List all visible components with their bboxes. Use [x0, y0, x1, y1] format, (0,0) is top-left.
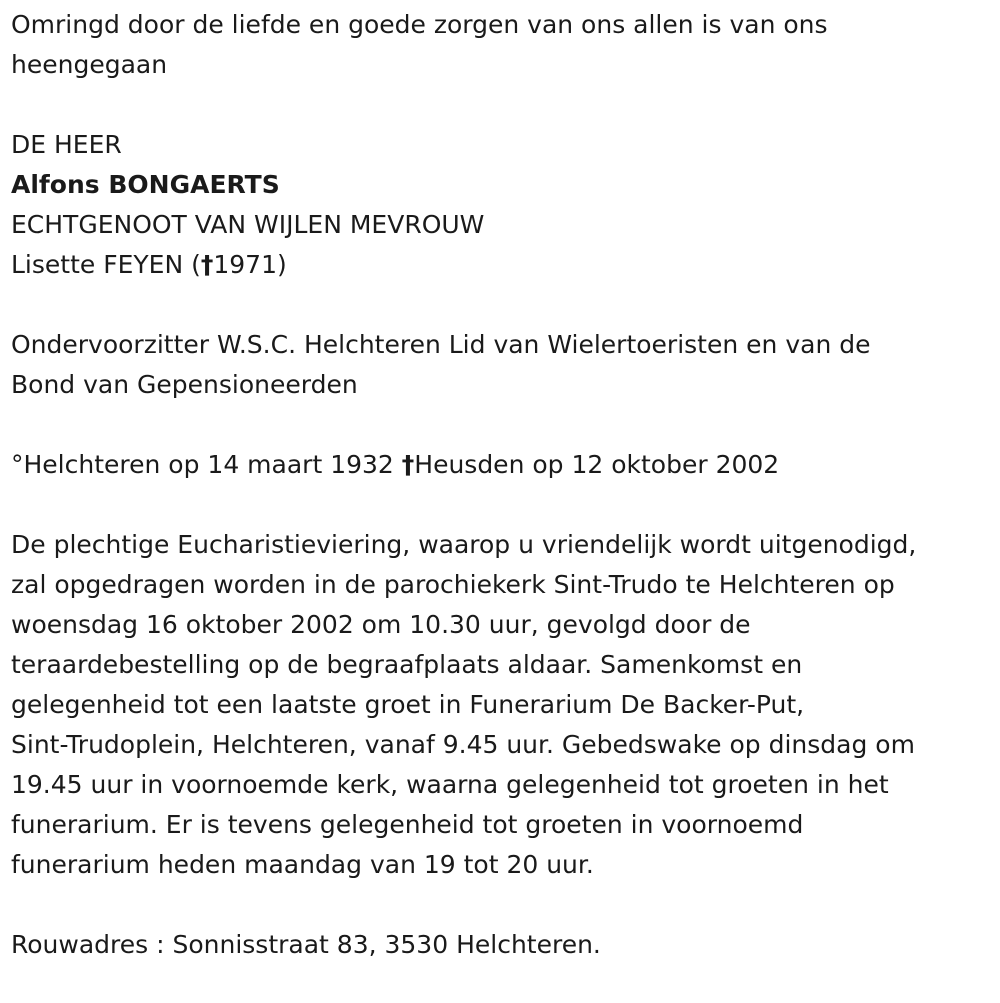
- death-info: Heusden op 12 oktober 2002: [414, 450, 780, 479]
- spacer: [11, 485, 986, 525]
- ceremony-line: 19.45 uur in voornoemde kerk, waarna gelegenheid tot groeten in het: [11, 770, 889, 799]
- birth-info: °Helchteren op 14 maart 1932: [11, 450, 402, 479]
- deceased-relation: ECHTGENOOT VAN WIJLEN MEVROUW: [11, 210, 485, 239]
- ceremony-line: De plechtige Eucharistieviering, waarop u vriendelijk wordt uitgenodigd,: [11, 530, 917, 559]
- cross-icon: †: [401, 450, 415, 479]
- mourning-address: Rouwadres : Sonnisstraat 83, 3530 Helchteren.: [11, 930, 601, 959]
- ceremony-line: Sint-Trudoplein, Helchteren, vanaf 9.45 uur. Gebedswake op dinsdag om: [11, 730, 915, 759]
- spacer: [11, 405, 986, 445]
- ceremony-line: teraardebestelling op de begraafplaats aldaar. Samenkomst en: [11, 650, 803, 679]
- cross-icon: †: [200, 250, 214, 279]
- spouse-name: Lisette FEYEN (: [11, 250, 201, 279]
- intro-line-2: heengegaan: [11, 50, 168, 79]
- dates-line: [11, 445, 986, 485]
- obituary-document: [11, 5, 986, 965]
- memberships-line-1: Ondervoorzitter W.S.C. Helchteren Lid van Wielertoeristen en van de: [11, 330, 871, 359]
- ceremony-line: woensdag 16 oktober 2002 om 10.30 uur, gevolgd door de: [11, 610, 751, 639]
- memberships-line-2: Bond van Gepensioneerden: [11, 370, 358, 399]
- deceased-name: Alfons BONGAERTS: [11, 170, 280, 199]
- ceremony-line: funerarium heden maandag van 19 tot 20 uur.: [11, 850, 594, 879]
- ceremony-line: zal opgedragen worden in de parochiekerk Sint-Trudo te Helchteren op: [11, 570, 895, 599]
- spacer: [11, 85, 986, 125]
- spacer: [11, 285, 986, 325]
- spacer: [11, 885, 986, 925]
- spouse-line: [11, 245, 986, 285]
- intro-line-1: Omringd door de liefde en goede zorgen van ons allen is van ons: [11, 10, 828, 39]
- ceremony-line: gelegenheid tot een laatste groet in Funerarium De Backer-Put,: [11, 690, 805, 719]
- spouse-death-year: 1971): [213, 250, 287, 279]
- ceremony-line: funerarium. Er is tevens gelegenheid tot groeten in voornoemd: [11, 810, 804, 839]
- deceased-title: DE HEER: [11, 130, 122, 159]
